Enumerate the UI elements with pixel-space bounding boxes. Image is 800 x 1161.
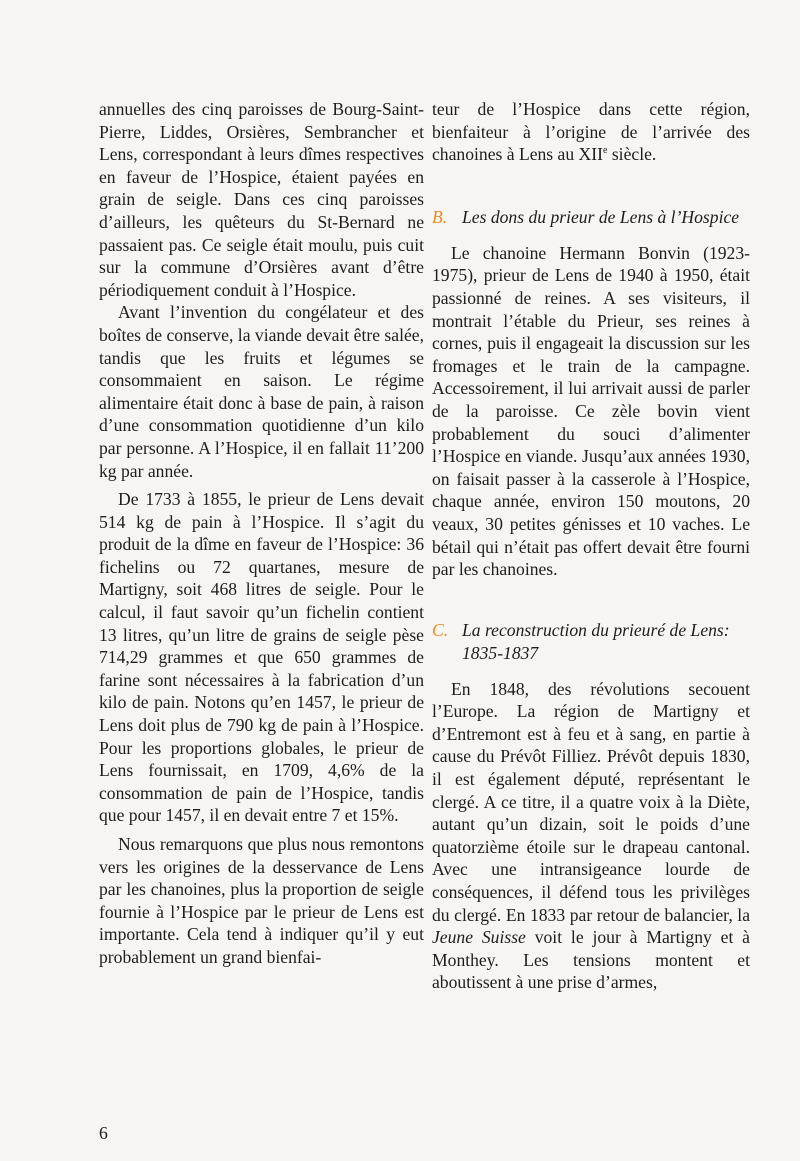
page-number: 6 bbox=[99, 1123, 108, 1143]
text-run: teur de l’Hospice dans cette région, bienfaiteur à l’origine de l’arrivée des chanoines à Lens au XII bbox=[432, 99, 750, 165]
section-heading-c bbox=[432, 619, 750, 665]
paragraph: annuelles des cinq paroisses de Bourg-Saint-Pierre, Liddes, Orsières, Sembrancher et Lens, correspondant à leurs dîmes respectives en faveur de l’Hospice, étaient payées en grain de seigle. Dans ces cinq paroisses d’ailleurs, les quêteurs du St-Bernard ne passaient pas. Ce seigle était moulu, puis cuit sur la commune d’Orsières avant d’être périodiquement conduit à l’Hospice. bbox=[99, 99, 424, 300]
text-run: siècle. bbox=[607, 144, 657, 165]
section-letter: B. bbox=[432, 206, 448, 227]
paragraph bbox=[432, 98, 750, 166]
paragraph: Le chanoine Hermann Bonvin (1923-1975), prieur de Lens de 1940 à 1950, était passionné de reines. A ses visiteurs, il montrait l’étable du Prieur, ses reines à cornes, puis il engageait la discussion sur les fromages et le train de la campagne. Accessoirement, il lui arrivait aussi de parler de la paroisse. Ce zèle bovin vient probablement du souci d’alimenter l’Hospice en viande. Jusqu’aux années 1930, on faisait passer à la casserole à l’Hospice, chaque année, environ 150 moutons, 20 veaux, 30 petites génisses et 10 vaches. Le bétail qui n’était pas offert devait être fourni par les chanoines. bbox=[432, 242, 750, 580]
superscript: e bbox=[602, 145, 608, 157]
left-column bbox=[99, 98, 424, 969]
section-title: Les dons du prieur de Lens à l’Hospice bbox=[462, 206, 740, 227]
paragraph: De 1733 à 1855, le prieur de Lens devait 514 kg de pain à l’Hospice. Il s’agit du produit de la dîme en faveur de l’Hospice: 36 fichelins ou 72 quartanes, mesure de Martigny, soit 468 litres de seigle. Pour le calcul, il faut savoir qu’un fichelin contient 13 litres, qu’un litre de grains de seigle pèse 714,29 grammes et que 650 grammes de farine sont nécessaires à la fabrication d’un kilo de pain. Notons qu’en 1457, le prieur de Lens doit plus de 790 kg de pain à l’Hospice. Pour les proportions globales, le prieur de Lens fournissait, en 1709, 4,6% de la consommation de pain de l’Hospice, tandis que pour 1457, il en devait entre 7 et 15%. bbox=[99, 489, 424, 826]
section-letter: C. bbox=[432, 619, 449, 640]
italic-title: Jeune Suisse bbox=[432, 927, 526, 948]
text-run: En 1848, des révolutions secouent l’Europe. La région de Martigny et d’Entremont est à feu et à sang, en partie à cause du Prévôt Filliez. Prévôt depuis 1830, il est également député, représentant le clergé. A ce titre, il a quatre voix à la Diète, autant qu’un dizain, soit le poids d’une quatorzième étoile sur le drapeau cantonal. Avec une intransigeance lourde de conséquences, il défend tous les privilèges du clergé. En 1833 par retour de balancier, la bbox=[432, 678, 750, 925]
text-run: voit le jour à Martigny et à Monthey. Les tensions montent et aboutissent à une prise d’armes, bbox=[432, 927, 750, 993]
paragraph bbox=[432, 678, 750, 994]
section-heading-b bbox=[432, 206, 750, 229]
section-title: La reconstruction du prieuré de Lens: 1835-1837 bbox=[462, 619, 730, 663]
paragraph: Nous remarquons que plus nous remontons vers les origines de la desservance de Lens par les chanoines, plus la proportion de seigle fournie à l’Hospice par le prieur de Lens est importante. Cela tend à indiquer qu’il y eut probablement un grand bienfai- bbox=[99, 834, 424, 967]
paragraph: Avant l’invention du congélateur et des boîtes de conserve, la viande devait être salée, tandis que les fruits et légumes se consommaient en saison. Le régime alimentaire était donc à base de pain, à raison d’une consommation quotidienne d’un kilo par personne. A l’Hospice, il en fallait 11’200 kg par année. bbox=[99, 302, 424, 481]
right-column bbox=[432, 98, 750, 994]
